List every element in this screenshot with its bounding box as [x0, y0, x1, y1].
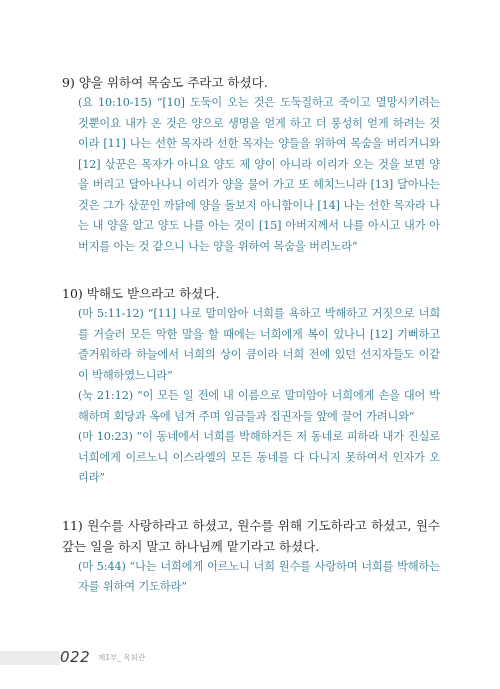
- item-heading: 11) 원수를 사랑하라고 하셨고, 원수를 위해 기도하라고 하셨고, 원수갚는 일을 하지 말고 하나님께 맡기라고 하셨다.: [62, 517, 440, 554]
- item-heading: 10) 박해도 받으라고 하셨다.: [62, 286, 220, 301]
- page-number: 022: [60, 648, 91, 666]
- verse-block: [62, 304, 440, 489]
- verse-quote: (눅 21:12) “이 모든 일 전에 내 이름으로 말미암아 너희에게 손을 대어 박해하며 회당과 옥에 넘겨 주며 임금들과 집권자들 앞에 끌어 가려니와”: [78, 389, 440, 423]
- footer-band: [0, 651, 60, 665]
- footer-section-label: 제1부_ 목회관: [98, 653, 146, 662]
- list-item: [62, 283, 440, 489]
- verse-quote: (마 5:11-12) “[11] 나로 말미암아 너희를 욕하고 박해하고 거짓으로 너희를 거슬러 모든 악한 말을 할 때에는 너희에게 복이 있나니 [12] 기뻐하고 즐거워하라 하늘에서 너희의 상이 큼이라 너희 전에 있던 선지자들도 이같이 박해하였느니라”: [78, 307, 440, 382]
- verse-block: [62, 93, 440, 257]
- list-item: [62, 72, 440, 257]
- page-content: [62, 72, 440, 598]
- item-heading: 9) 양을 위하여 목숨도 주라고 하셨다.: [62, 75, 268, 90]
- page-footer: [0, 648, 500, 668]
- verse-quote: (요 10:10-15) “[10] 도둑이 오는 것은 도둑질하고 죽이고 멸망시키려는 것뿐이요 내가 온 것은 양으로 생명을 얻게 하고 더 풍성히 얻게 하려는 것이라 [11] 나는 선한 목자라 선한 목자는 양들을 위하여 목숨을 버리거니와 [12] 삯꾼은 목자가 아니요 양도 제 양이 아니라 이리가 오는 것을 보면 양을 버리고 달아나나니 이리가 양을 물어 가고 또 헤치느니라 [13] 달아나는 것은 그가 삯꾼인 까닭에 양을 돌보지 아니함이나 [14] 나는 선한 목자라 나는 내 양을 알고 양도 나를 아는 것이 [15] 아버지께서 나를 아시고 내가 아버지를 아는 것 같으니 나는 양을 위하여 목숨을 버리노라”: [78, 96, 440, 253]
- verse-quote: (마 10:23) “이 동네에서 너희를 박해하거든 저 동네로 피하라 내가 진실로 너희에게 이르노니 이스라엘의 모든 동네를 다 다니지 못하여서 인자가 오리라”: [78, 430, 440, 484]
- list-item: [62, 515, 440, 598]
- verse-quote: (마 5:44) “나는 너희에게 이르노니 너희 원수를 사랑하며 너희를 박해하는 자를 위하여 기도하라”: [78, 559, 440, 593]
- verse-block: [62, 557, 440, 598]
